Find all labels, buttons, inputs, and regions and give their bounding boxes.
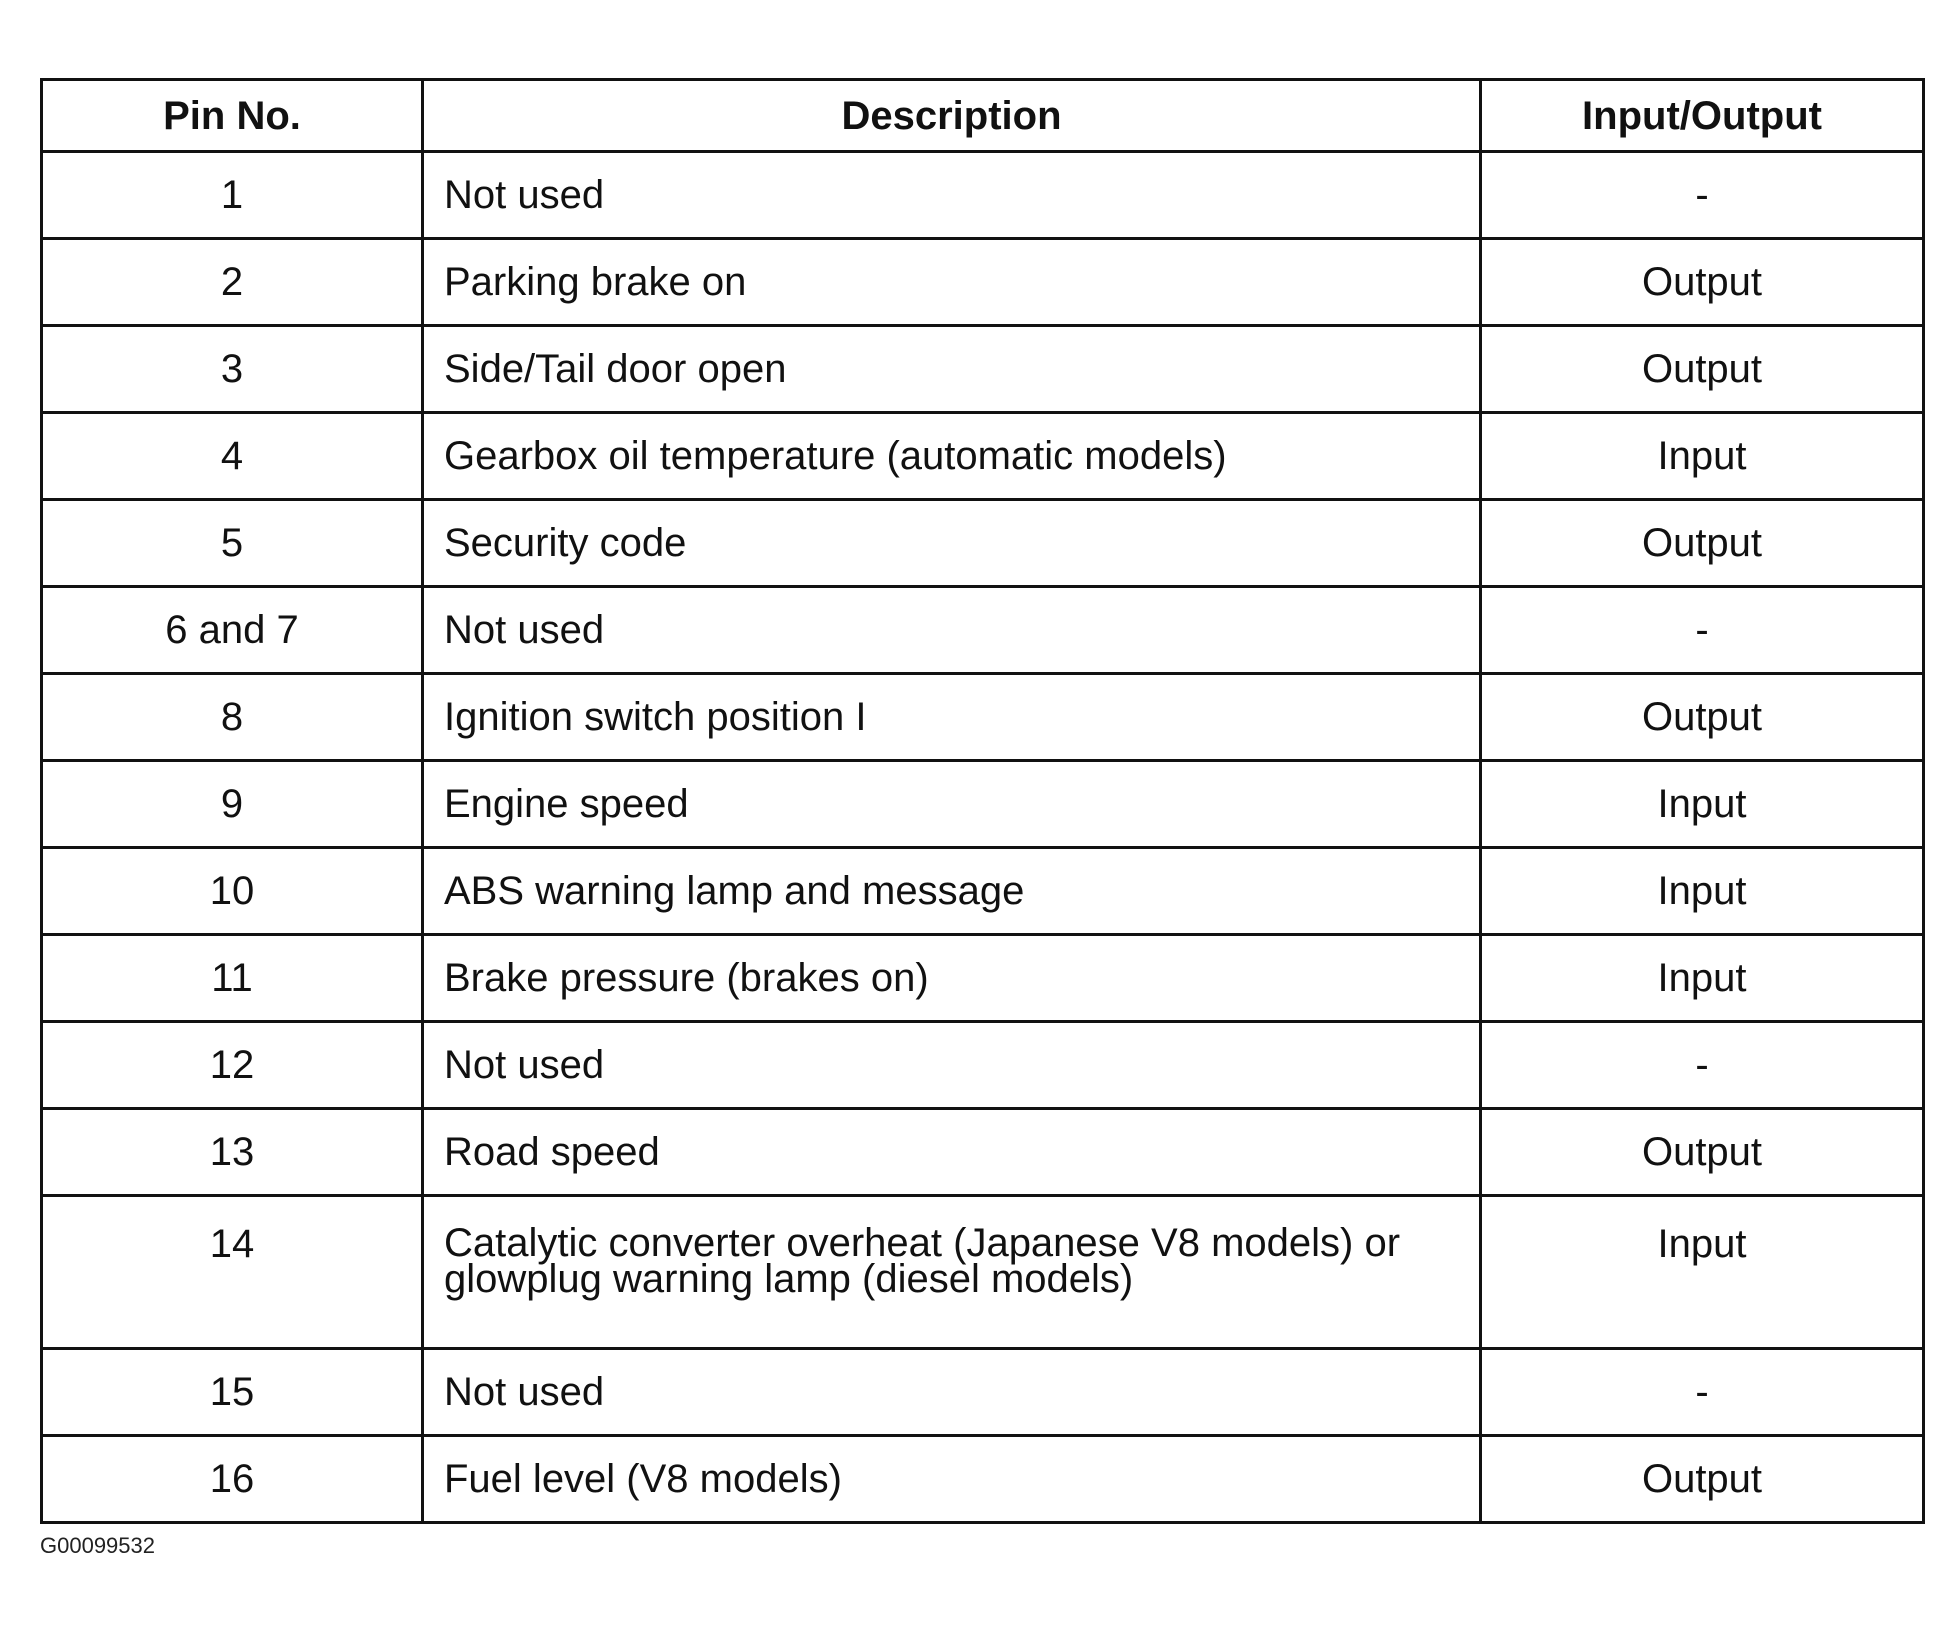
- description-cell: Gearbox oil temperature (automatic models): [423, 413, 1481, 500]
- table-row: [42, 152, 1924, 239]
- pin-cell: 9: [42, 761, 423, 848]
- pin-cell: 6 and 7: [42, 587, 423, 674]
- header-description: Description: [423, 80, 1481, 152]
- description-cell: Not used: [423, 1349, 1481, 1436]
- description-cell: Fuel level (V8 models): [423, 1436, 1481, 1523]
- header-input-output: Input/Output: [1481, 80, 1924, 152]
- table-row: [42, 848, 1924, 935]
- pin-cell: 4: [42, 413, 423, 500]
- table-row: [42, 935, 1924, 1022]
- io-cell: Input: [1481, 1196, 1924, 1349]
- table-row: [42, 1022, 1924, 1109]
- description-cell: Not used: [423, 152, 1481, 239]
- description-cell: ABS warning lamp and message: [423, 848, 1481, 935]
- description-cell: Road speed: [423, 1109, 1481, 1196]
- description-cell: Ignition switch position I: [423, 674, 1481, 761]
- pin-cell: 15: [42, 1349, 423, 1436]
- description-cell: Engine speed: [423, 761, 1481, 848]
- table-row: [42, 239, 1924, 326]
- description-cell: Security code: [423, 500, 1481, 587]
- description-cell: Brake pressure (brakes on): [423, 935, 1481, 1022]
- io-cell: Output: [1481, 326, 1924, 413]
- header-pin-no: Pin No.: [42, 80, 423, 152]
- table-row: [42, 761, 1924, 848]
- pin-cell: 16: [42, 1436, 423, 1523]
- io-cell: Output: [1481, 1436, 1924, 1523]
- io-cell: Input: [1481, 848, 1924, 935]
- io-cell: -: [1481, 1022, 1924, 1109]
- pin-cell: 2: [42, 239, 423, 326]
- table-row: [42, 587, 1924, 674]
- header-row: [42, 80, 1924, 152]
- pin-cell: 12: [42, 1022, 423, 1109]
- pin-cell: 5: [42, 500, 423, 587]
- table-row: [42, 1349, 1924, 1436]
- table-row: [42, 1196, 1924, 1349]
- io-cell: -: [1481, 152, 1924, 239]
- io-cell: Input: [1481, 935, 1924, 1022]
- io-cell: Output: [1481, 674, 1924, 761]
- io-cell: Output: [1481, 500, 1924, 587]
- io-cell: -: [1481, 1349, 1924, 1436]
- pin-cell: 11: [42, 935, 423, 1022]
- description-cell: Parking brake on: [423, 239, 1481, 326]
- pin-cell: 13: [42, 1109, 423, 1196]
- description-cell: Not used: [423, 1022, 1481, 1109]
- table-row: [42, 500, 1924, 587]
- pin-cell: 3: [42, 326, 423, 413]
- io-cell: Output: [1481, 239, 1924, 326]
- pin-cell: 1: [42, 152, 423, 239]
- pin-cell: 8: [42, 674, 423, 761]
- description-cell: Not used: [423, 587, 1481, 674]
- table-row: [42, 674, 1924, 761]
- description-cell: Catalytic converter overheat (Japanese V8 models) or glowplug warning lamp (diesel models): [423, 1196, 1481, 1349]
- io-cell: Output: [1481, 1109, 1924, 1196]
- table-row: [42, 1436, 1924, 1523]
- pin-cell: 14: [42, 1196, 423, 1349]
- description-cell: Side/Tail door open: [423, 326, 1481, 413]
- io-cell: Input: [1481, 761, 1924, 848]
- figure-id: G00099532: [40, 1533, 155, 1558]
- pin-cell: 10: [42, 848, 423, 935]
- table-row: [42, 413, 1924, 500]
- table-row: [42, 1109, 1924, 1196]
- table-row: [42, 326, 1924, 413]
- io-cell: -: [1481, 587, 1924, 674]
- pin-table: [40, 78, 1925, 1524]
- io-cell: Input: [1481, 413, 1924, 500]
